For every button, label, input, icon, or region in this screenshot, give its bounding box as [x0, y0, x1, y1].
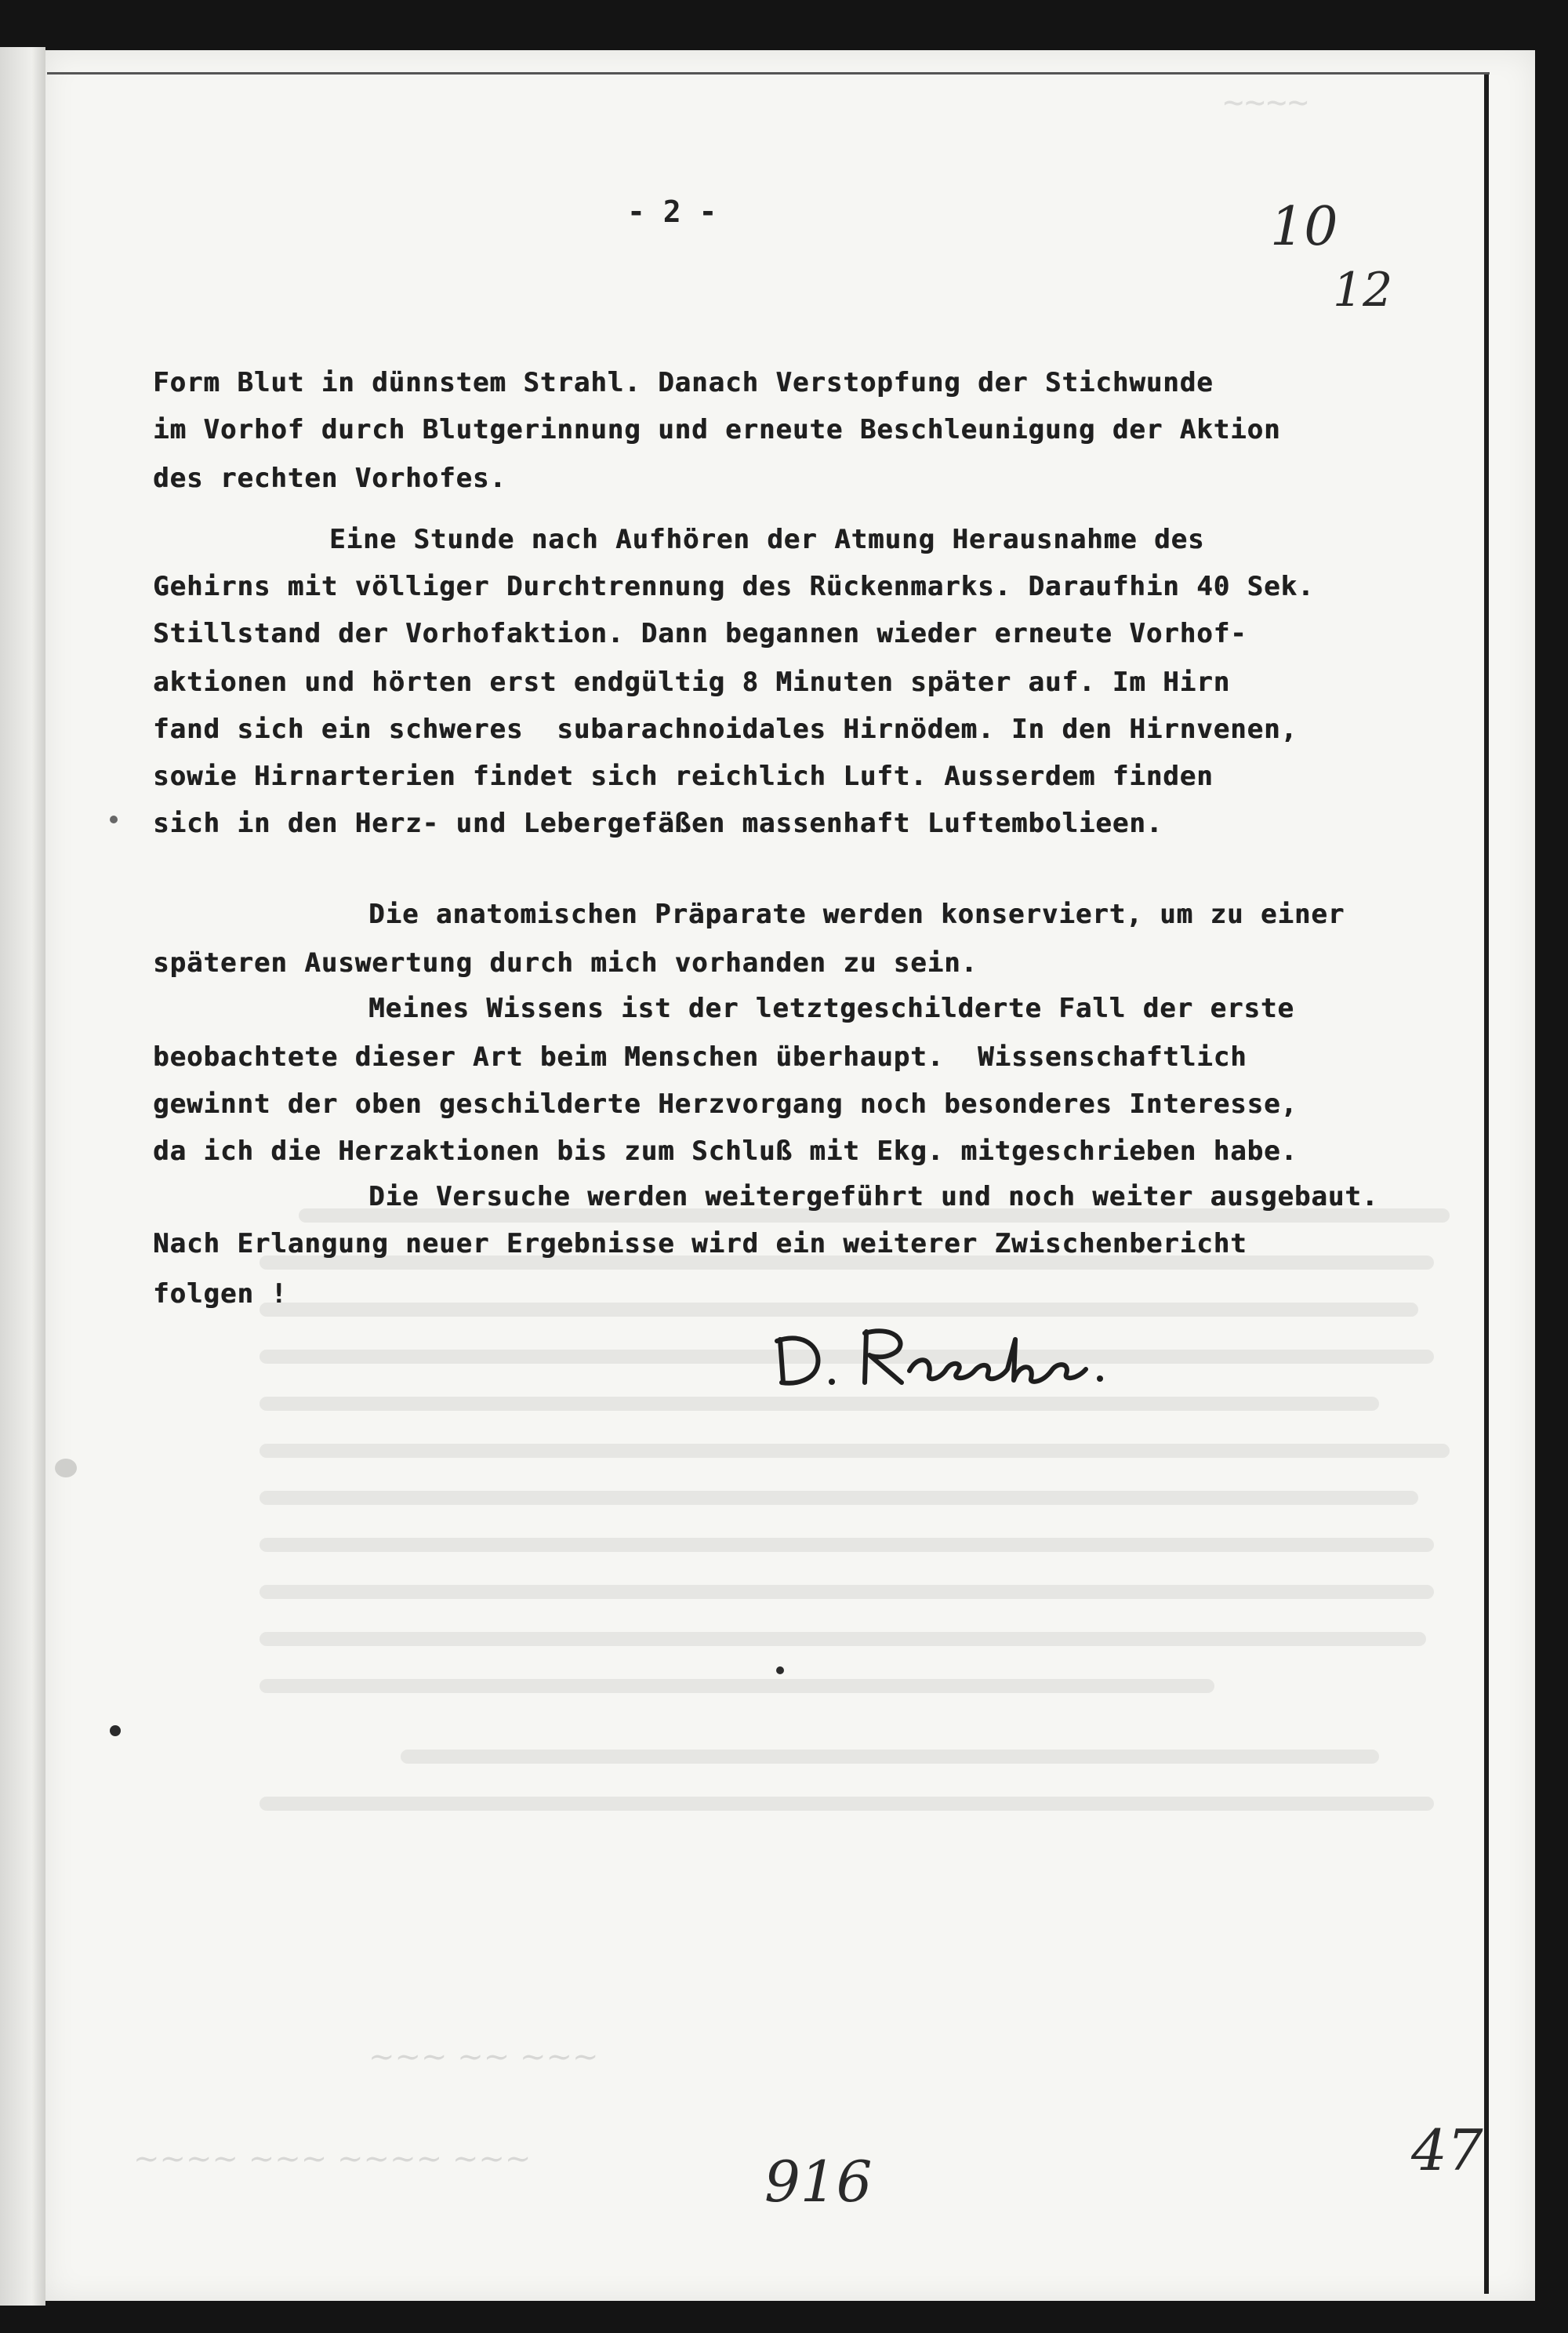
handwritten-page-annotation-bottom: 12 [1333, 263, 1393, 318]
body-line: späteren Auswertung durch mich vorhanden zu sein. [153, 947, 978, 979]
adjacent-page-edge [0, 47, 45, 2306]
body-line: folgen ! [153, 1278, 288, 1310]
body-line: im Vorhof durch Blutgerinnung und erneute Beschleunigung der Aktion [153, 414, 1281, 445]
body-line: Eine Stunde nach Aufhören der Atmung Herausnahme des [329, 524, 1205, 555]
body-line: Die Versuche werden weitergeführt und noch weiter ausgebaut. [368, 1181, 1379, 1212]
handwritten-page-annotation-top: 10 [1270, 196, 1338, 258]
punch-hole-mark [110, 816, 118, 823]
body-line: sich in den Herz- und Lebergefäßen massenhaft Luftembolieen. [153, 808, 1163, 839]
body-line: Gehirns mit völliger Durchtrennung des Rückenmarks. Daraufhin 40 Sek. [153, 571, 1315, 602]
punch-hole-mark [110, 1725, 121, 1736]
body-line: da ich die Herzaktionen bis zum Schluß mit Ekg. mitgeschrieben habe. [153, 1136, 1298, 1167]
handwritten-stamp-number: 916 [764, 2149, 873, 2215]
body-line: Die anatomischen Präparate werden konserviert, um zu einer [368, 899, 1345, 930]
page-number-marker: - 2 - [627, 194, 717, 229]
handwritten-corner-number: 47 [1411, 2117, 1483, 2183]
bleed-through-handwriting: ~~~ ~~ ~~~ [368, 2039, 599, 2075]
body-line: Stillstand der Vorhofaktion. Dann begannen wieder erneute Vorhof- [153, 618, 1247, 649]
ink-speck [776, 1666, 784, 1674]
page-frame-top [47, 72, 1490, 74]
body-line: Nach Erlangung neuer Ergebnisse wird ein weiterer Zwischenbericht [153, 1228, 1247, 1259]
body-line: fand sich ein schweres subarachnoidales Hirnödem. In den Hirnvenen, [153, 714, 1298, 745]
handwritten-signature [772, 1308, 1109, 1394]
body-line: aktionen und hörten erst endgültig 8 Minuten später auf. Im Hirn [153, 667, 1231, 698]
body-line: sowie Hirnarterien findet sich reichlich Luft. Ausserdem finden [153, 761, 1214, 792]
body-line: Form Blut in dünnstem Strahl. Danach Verstopfung der Stichwunde [153, 367, 1214, 398]
bleed-through-mark: ~~~~ [1223, 82, 1309, 122]
bleed-through-handwriting: ~~~~ ~~~ ~~~~ ~~~ [133, 2141, 532, 2177]
body-line: beobachtete dieser Art beim Menschen überhaupt. Wissenschaftlich [153, 1041, 1247, 1073]
body-line: gewinnt der oben geschilderte Herzvorgang noch besonderes Interesse, [153, 1088, 1298, 1120]
body-line: des rechten Vorhofes. [153, 463, 506, 494]
page-frame-right [1484, 74, 1489, 2294]
body-line: Meines Wissens ist der letztgeschilderte Fall der erste [368, 993, 1294, 1024]
paper-blemish [55, 1459, 77, 1477]
